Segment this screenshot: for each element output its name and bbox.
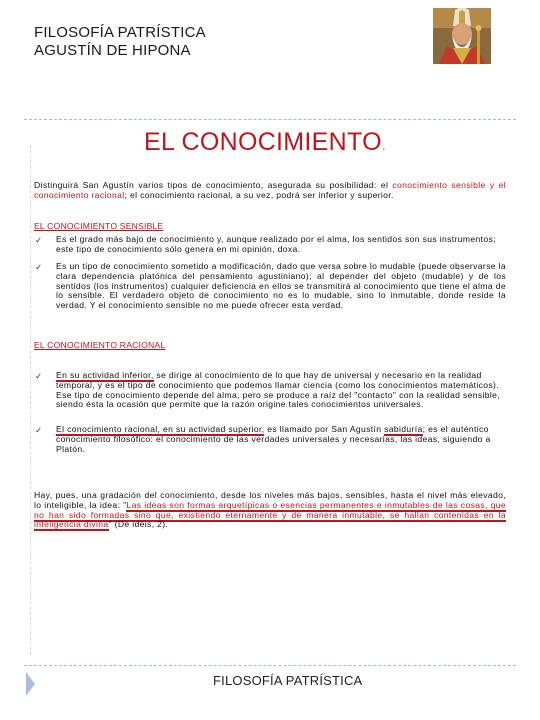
racional-bullet-1-text: se dirige al conocimiento de lo que hay de universal y necesario en la realidad temporal, y es el tipo de conocimiento que podemos llamar ciencia (como los conocimientos matemáticos). Ese tipo de conocimiento depende del alma, pero se produce a raíz del "contacto" con la realidad sensible, siendo ésta la ocasión que permite que la razón origine tales conocimientos universales. <box>56 370 501 410</box>
check-bullet-icon: ✓ <box>35 371 43 381</box>
check-bullet-icon: ✓ <box>35 262 43 272</box>
sensible-bullet-1: Es el grado más bajo de conocimiento y, aunque realizado por el alma, los sentidos son sus instrumentos; este tipo de conocimiento sólo genera en mi opinión, doxa. <box>56 234 496 254</box>
conclusion-paragraph <box>34 491 506 530</box>
arrow-marker-icon <box>26 672 35 696</box>
sensible-bullet-2: Es un tipo de conocimiento sometido a modificación, dado que versa sobre lo mudable (puede observarse la clara dependencia platónica del pensamiento agustiniano); al depender del objeto (mudable) y de los sentidos (los instrumentos) cualquier deficiencia en ellos se transmitirá al conocimiento que tiene el alma de lo sensible. El verdadero objeto de conocimiento no es lo mudable, sino lo inmutable, donde reside la verdad. Y el conocimiento sensible no me puede ofrecer esta verdad. <box>56 261 506 311</box>
intro-paragraph <box>34 181 506 201</box>
racional-bullet-2-mid: es llamado por San Agustín <box>264 424 385 434</box>
racional-bullet-2 <box>56 425 506 454</box>
racional-bullet-2-sabiduria: sabiduría <box>384 424 423 434</box>
section-heading-sensible: EL CONOCIMIENTO SENSIBLE <box>34 221 164 231</box>
section-heading-racional: EL CONOCIMIENTO RACIONAL <box>34 340 166 350</box>
title-dot: . <box>381 137 387 153</box>
document-header <box>34 24 206 60</box>
racional-bullet-1 <box>56 371 506 410</box>
intro-text-1: Distinguirá San Agustín varios tipos de conocimiento, asegurada su posibilidad: el <box>34 180 393 190</box>
conclusion-text-1: Hay, pues, una gradación del conocimiento, desde los niveles más bajos, sensibles, hasta el nivel más elevado, lo inteligible, la idea: " <box>34 490 506 510</box>
racional-bullet-1-underlined: En su actividad inferior, <box>56 370 154 380</box>
saint-portrait-image <box>433 8 491 64</box>
header-line-2: AGUSTÍN DE HIPONA <box>34 42 191 59</box>
bottom-divider <box>24 665 516 666</box>
footer-title: FILOSOFÍA PATRÍSTICA <box>213 673 363 688</box>
racional-bullet-2-underlined: El conocimiento racional, en su actividad superior, <box>56 424 265 434</box>
title-text: EL CONOCIMIENTO <box>144 128 382 156</box>
top-divider <box>24 119 516 120</box>
conclusion-quote: Las ideas son formas arquetípicas o esencias permanentes e inmutables de las cosas, que no han sido formadas sino que, existiendo eternamente y de manera inmutable, se hallan contenidas en la inteligencia divina <box>34 499 506 530</box>
check-bullet-icon: ✓ <box>35 235 43 245</box>
intro-text-2: ; el conocimiento racional, a su vez, podrá ser inferior y superior. <box>124 189 394 200</box>
intro-highlight: conocimiento sensible y el conocimiento racional <box>34 180 507 200</box>
left-margin-rule <box>30 145 31 655</box>
page-title <box>144 128 386 157</box>
conclusion-text-2: " (De ideis, 2). <box>108 519 169 530</box>
header-line-1: FILOSOFÍA PATRÍSTICA <box>34 24 206 41</box>
racional-bullet-2-text: ; es el auténtico conocimiento filosófico: el conocimiento de las verdades universales y necesarias, las ideas, siguiendo a Platón. <box>56 424 491 454</box>
check-bullet-icon: ✓ <box>35 425 43 435</box>
